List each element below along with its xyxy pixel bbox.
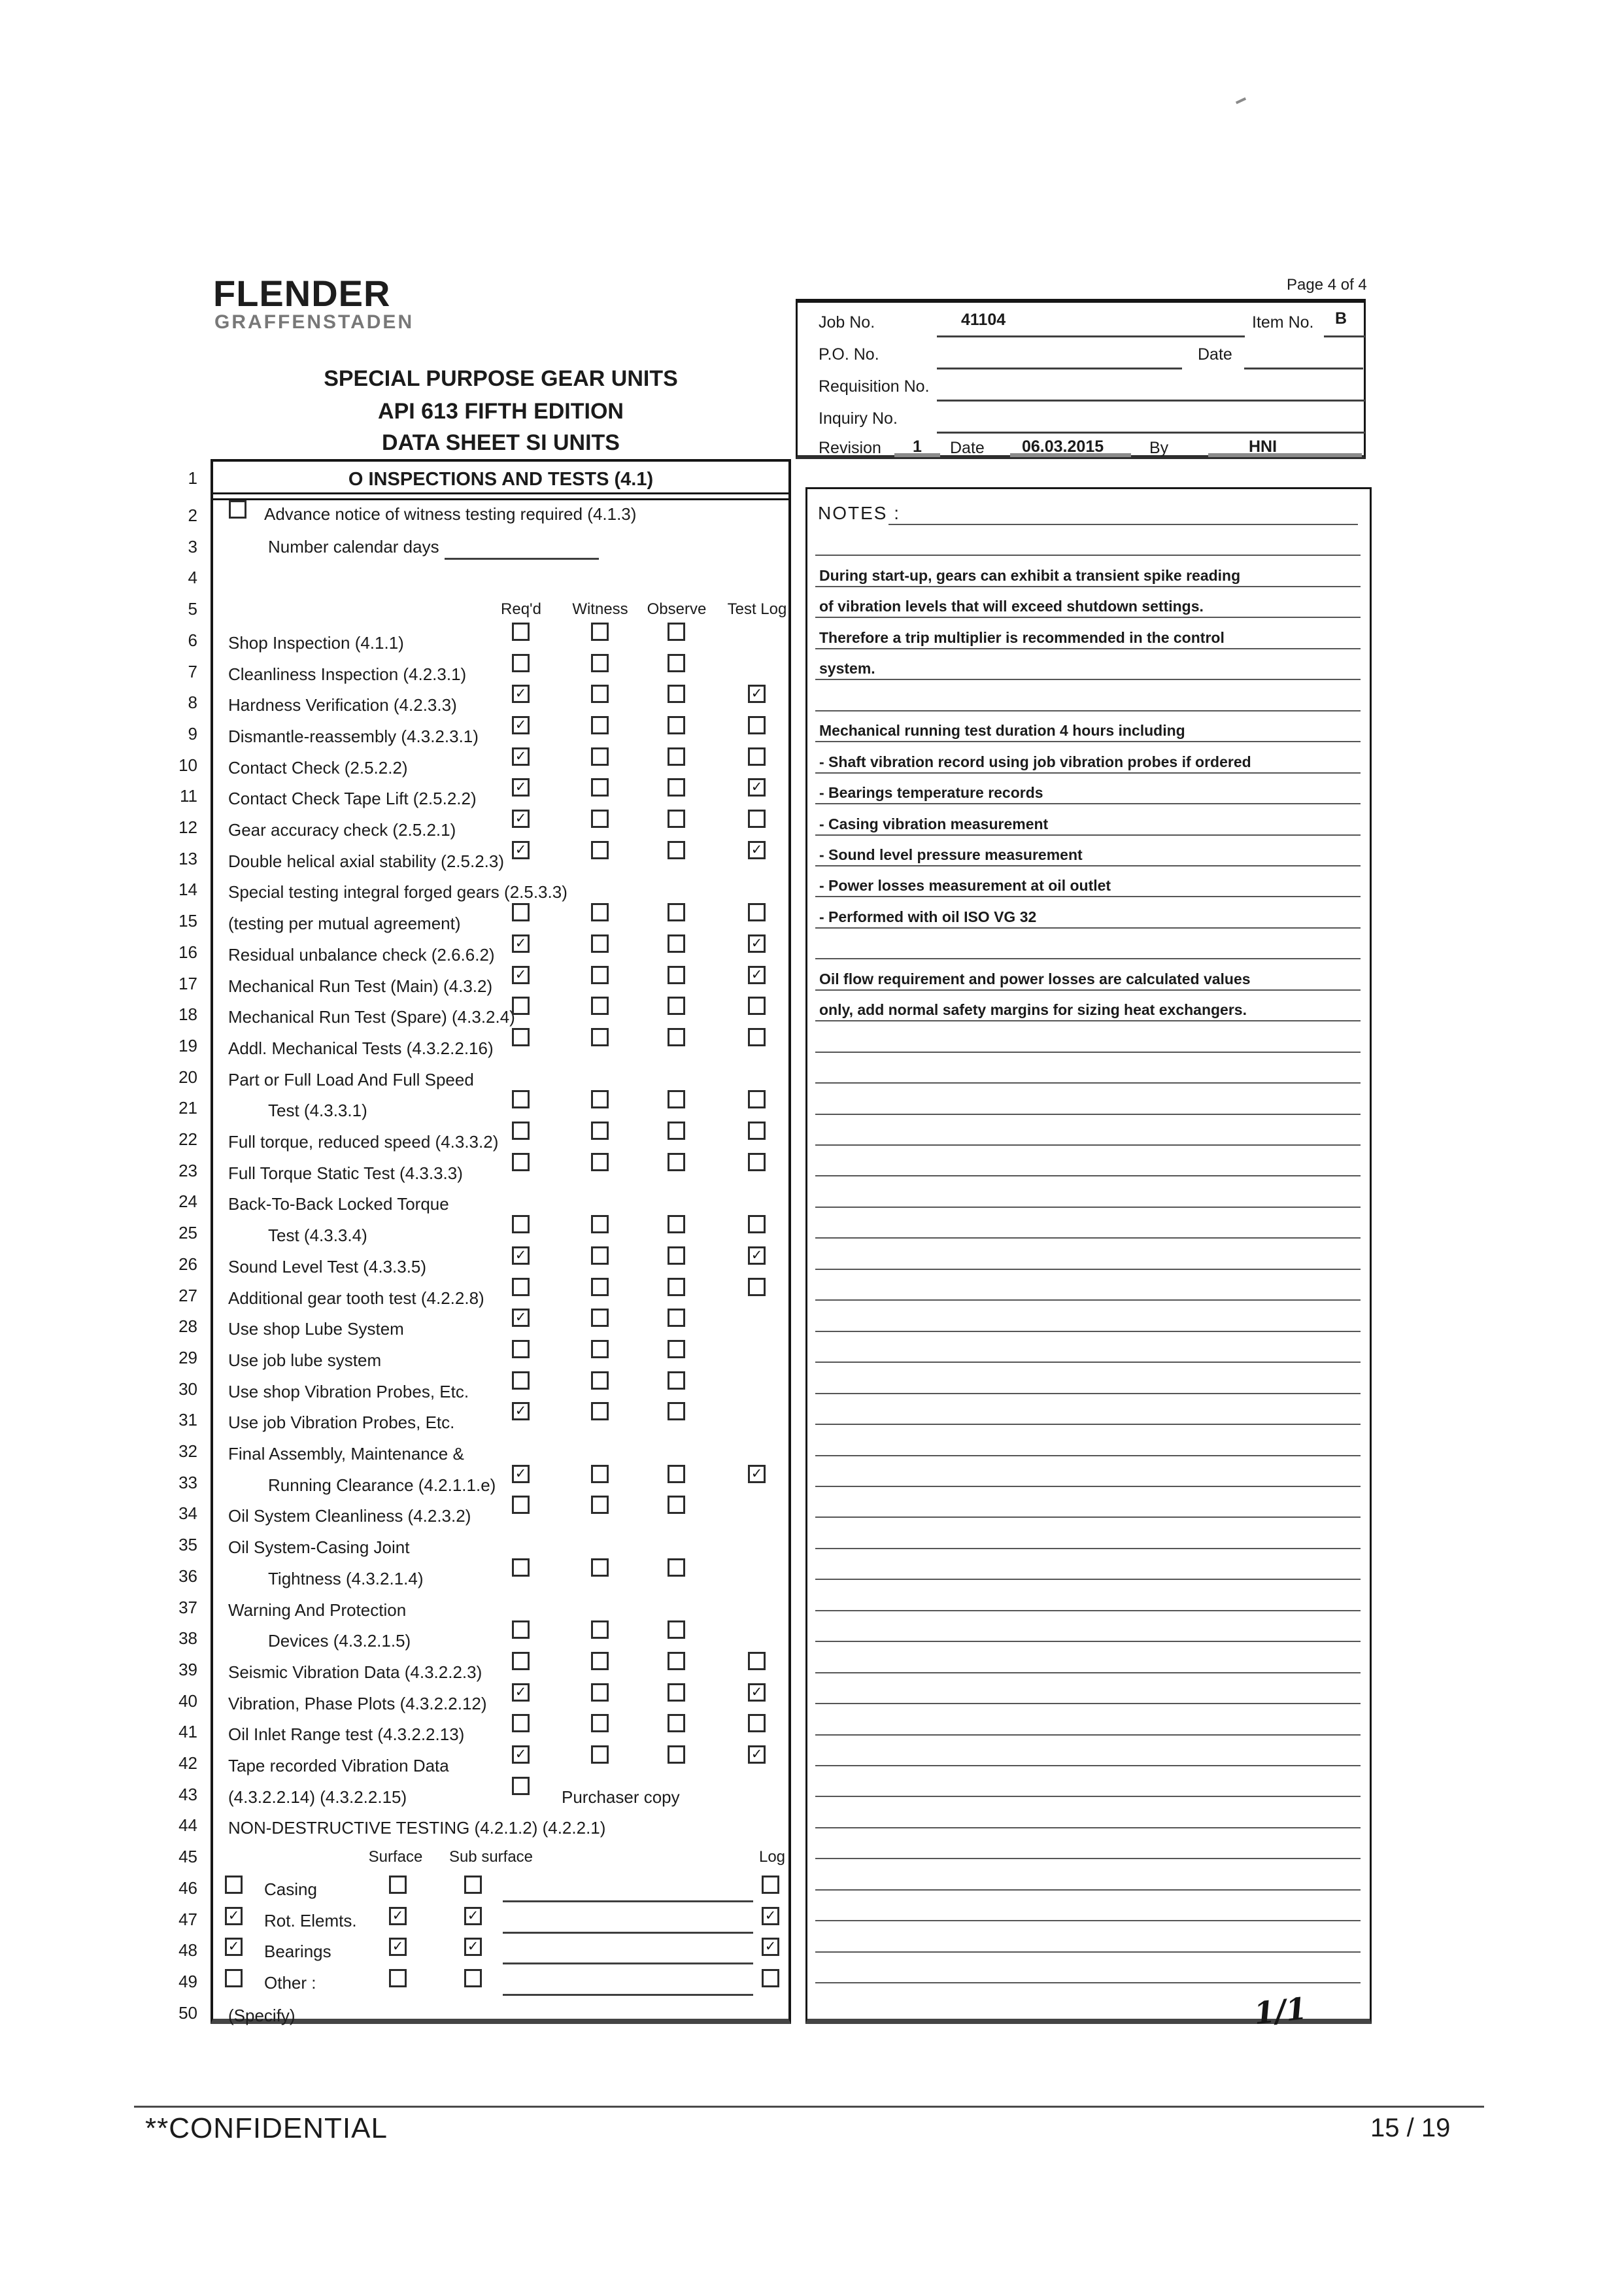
requisition-no-label: Requisition No.: [819, 377, 930, 396]
row-number: 44: [178, 1815, 197, 1836]
note-text: During start-up, gears can exhibit a transient spike reading: [819, 566, 1241, 584]
row-label: Full Torque Static Test (4.3.3.3): [228, 1163, 463, 1183]
row-label: NON-DESTRUCTIVE TESTING (4.2.1.2) (4.2.2.1): [228, 1818, 606, 1838]
column-header: Surface: [368, 1848, 423, 1866]
note-write-line[interactable]: [815, 1765, 1361, 1766]
note-line: [807, 1707, 1370, 1738]
row-number: 5: [188, 599, 197, 619]
row-number: 41: [178, 1722, 197, 1742]
note-write-line[interactable]: [815, 1641, 1361, 1642]
row-number: 19: [178, 1035, 197, 1055]
column-header: Test Log: [727, 600, 787, 619]
note-line: [807, 931, 1370, 962]
row-number: 24: [178, 1191, 197, 1212]
row-number: 34: [178, 1503, 197, 1524]
row-label: Tape recorded Vibration Data: [228, 1756, 449, 1775]
note-write-line[interactable]: [815, 958, 1361, 959]
note-write-line[interactable]: [815, 865, 1361, 866]
row-number: 12: [178, 817, 197, 837]
row-label: Full torque, reduced speed (4.3.3.2): [228, 1132, 499, 1152]
item-no-value: B: [1335, 309, 1347, 328]
section-title: O INSPECTIONS AND TESTS (4.1): [348, 469, 654, 490]
note-write-line[interactable]: [815, 1144, 1361, 1146]
row-number: 6: [188, 630, 197, 650]
note-text: system.: [819, 660, 875, 677]
row-label: Residual unbalance check (2.6.6.2): [228, 944, 495, 965]
row-label: Use job lube system: [228, 1350, 382, 1370]
row-number: 49: [178, 1971, 197, 1991]
row-number: 29: [178, 1347, 197, 1367]
row-number: 36: [178, 1566, 197, 1586]
note-write-line[interactable]: [815, 679, 1361, 680]
note-write-line[interactable]: [815, 1362, 1361, 1363]
note-write-line[interactable]: [815, 1827, 1361, 1828]
note-write-line[interactable]: [888, 524, 1358, 525]
note-write-line[interactable]: [815, 741, 1361, 742]
note-write-line[interactable]: [815, 1331, 1361, 1332]
handwritten-mark: 1/1: [1252, 1990, 1309, 2032]
row-number: 33: [178, 1472, 197, 1492]
column-header: Witness: [572, 600, 628, 619]
row-number: 17: [178, 973, 197, 993]
row-number: 25: [178, 1223, 197, 1243]
note-write-line[interactable]: [815, 586, 1361, 587]
row-label: Contact Check (2.5.2.2): [228, 757, 408, 778]
note-line: [807, 1210, 1370, 1241]
note-line: [807, 1831, 1370, 1862]
row-number: 9: [188, 723, 197, 744]
note-write-line[interactable]: [815, 1114, 1361, 1115]
note-write-line[interactable]: [815, 1858, 1361, 1859]
column-header: Req'd: [501, 600, 541, 619]
row-label: Test (4.3.3.4): [268, 1225, 367, 1246]
note-write-line[interactable]: [815, 1889, 1361, 1891]
note-line: [807, 497, 1370, 528]
note-line: [807, 1738, 1370, 1769]
checkbox-row17-testlog[interactable]: ✓: [748, 966, 766, 984]
row-label: Special testing integral forged gears (2.5.3.3): [228, 882, 567, 902]
note-line: [807, 714, 1370, 745]
row-label: Oil Inlet Range test (4.3.2.2.13): [228, 1724, 465, 1745]
checkbox-row42-testlog[interactable]: ✓: [748, 1745, 766, 1764]
note-write-line[interactable]: [815, 1455, 1361, 1456]
checkbox-row40-testlog[interactable]: ✓: [748, 1683, 766, 1702]
row-label: Gear accuracy check (2.5.2.1): [228, 820, 456, 840]
note-line: [807, 621, 1370, 652]
row-label: (Specify): [228, 2005, 296, 2025]
row-number: 47: [178, 1909, 197, 1929]
note-text: - Shaft vibration record using job vibration probes if ordered: [819, 753, 1251, 770]
note-line: [807, 869, 1370, 900]
checkbox-row8-reqd[interactable]: ✓: [512, 685, 530, 703]
row-number: 16: [178, 942, 197, 962]
row-label: Shop Inspection (4.1.1): [228, 632, 404, 653]
row-number: 30: [178, 1379, 197, 1399]
row-label: Back-To-Back Locked Torque: [228, 1194, 449, 1214]
date-label: Date: [1198, 345, 1232, 364]
row-number: 38: [178, 1628, 197, 1649]
checkbox-row26-testlog[interactable]: ✓: [748, 1246, 766, 1265]
note-write-line[interactable]: [815, 1237, 1361, 1239]
row-number: 22: [178, 1129, 197, 1149]
note-line: [807, 993, 1370, 1024]
inquiry-no-label: Inquiry No.: [819, 409, 898, 428]
note-line: [807, 776, 1370, 807]
checkbox-row31-reqd[interactable]: ✓: [512, 1402, 530, 1420]
row-label: Dismantle-reassembly (4.3.2.3.1): [228, 726, 479, 746]
row-number: 13: [178, 848, 197, 868]
note-write-line[interactable]: [815, 1516, 1361, 1518]
confidential-label: **CONFIDENTIAL: [145, 2112, 388, 2144]
note-write-line[interactable]: [815, 1734, 1361, 1736]
row-label: Mechanical Run Test (Spare) (4.3.2.4): [228, 1007, 515, 1027]
row-label: Double helical axial stability (2.5.2.3): [228, 851, 504, 871]
checkbox-row12-reqd[interactable]: ✓: [512, 810, 530, 828]
note-write-line[interactable]: [815, 1207, 1361, 1208]
row-number: 11: [180, 786, 197, 806]
row-number: 15: [178, 911, 197, 931]
row-label: Running Clearance (4.2.1.1.e): [268, 1475, 496, 1495]
note-line: [807, 1800, 1370, 1831]
note-write-line[interactable]: [815, 1052, 1361, 1053]
note-write-line[interactable]: [815, 1020, 1361, 1021]
row-number: 14: [178, 880, 197, 900]
note-line: [807, 1148, 1370, 1179]
note-line: [807, 1273, 1370, 1303]
note-line: [807, 745, 1370, 776]
note-line: [807, 1862, 1370, 1893]
note-line: [807, 1180, 1370, 1210]
note-line: [807, 1645, 1370, 1676]
row-label: Advance notice of witness testing required (4.1.3): [264, 504, 637, 524]
checkbox-row33-reqd[interactable]: ✓: [512, 1465, 530, 1483]
note-line: [807, 1025, 1370, 1055]
row-label: Oil System Cleanliness (4.2.3.2): [228, 1506, 471, 1526]
note-line: [807, 590, 1370, 621]
note-text: - Casing vibration measurement: [819, 815, 1049, 832]
column-header: Sub surface: [448, 1848, 533, 1866]
row-label: Tightness (4.3.2.1.4): [268, 1568, 424, 1588]
note-write-line[interactable]: [815, 555, 1361, 556]
note-line: [807, 683, 1370, 714]
ndt-row-label: Bearings: [264, 1942, 331, 1962]
column-header: Log: [758, 1848, 786, 1866]
row-label: Seismic Vibration Data (4.3.2.2.3): [228, 1662, 482, 1682]
note-text: Mechanical running test duration 4 hours including: [819, 722, 1185, 740]
note-line: [807, 1335, 1370, 1365]
notes-label: NOTES :: [818, 503, 901, 523]
row-label: Warning And Protection: [228, 1600, 407, 1620]
row-number: 42: [178, 1753, 197, 1773]
note-line: [807, 1118, 1370, 1148]
po-no-label: P.O. No.: [819, 345, 879, 364]
note-line: [807, 528, 1370, 558]
job-no-label: Job No.: [819, 313, 875, 332]
checkbox-row47-item[interactable]: ✓: [225, 1907, 243, 1925]
ndt-row-label: Other :: [264, 1972, 316, 1993]
row-number: 2: [188, 505, 197, 525]
note-line: [807, 1459, 1370, 1490]
checkbox-row48-surface[interactable]: ✓: [389, 1938, 407, 1956]
note-line: [807, 1893, 1370, 1924]
row-number: 45: [178, 1847, 197, 1867]
row-number: 31: [178, 1410, 197, 1430]
row-number: 20: [178, 1067, 197, 1087]
row-number: 21: [178, 1098, 197, 1118]
row-label: Additional gear tooth test (4.2.2.8): [228, 1288, 484, 1308]
note-line: [807, 1366, 1370, 1397]
note-write-line[interactable]: [815, 1610, 1361, 1611]
note-write-line[interactable]: [815, 1486, 1361, 1487]
note-line: [807, 1614, 1370, 1645]
checkbox-row11-reqd[interactable]: ✓: [512, 778, 530, 797]
checkbox-row8-testlog[interactable]: ✓: [748, 685, 766, 703]
note-write-line[interactable]: [815, 1299, 1361, 1301]
note-line: [807, 652, 1370, 683]
note-text: - Performed with oil ISO VG 32: [819, 908, 1037, 925]
note-write-line[interactable]: [815, 1579, 1361, 1580]
note-write-line[interactable]: [815, 1424, 1361, 1425]
row-label: Use shop Vibration Probes, Etc.: [228, 1381, 469, 1401]
row-number: 39: [178, 1659, 197, 1679]
checkbox-row40-reqd[interactable]: ✓: [512, 1683, 530, 1702]
note-text: - Power losses measurement at oil outlet: [819, 877, 1111, 895]
note-line: [807, 963, 1370, 993]
note-line: [807, 900, 1370, 931]
column-header: Observe: [647, 600, 707, 619]
note-write-line[interactable]: [815, 1175, 1361, 1176]
row-label: Oil System-Casing Joint: [228, 1537, 410, 1558]
purchaser-copy-label: Purchaser copy: [562, 1787, 680, 1807]
row-number: 1: [188, 468, 197, 488]
row-number: 23: [178, 1160, 197, 1180]
note-text: Therefore a trip multiplier is recommended in the control: [819, 628, 1225, 646]
revision-value: 1: [913, 437, 922, 456]
row-number: 26: [178, 1254, 197, 1274]
checkbox-row48-subsurface[interactable]: ✓: [464, 1938, 482, 1956]
revision-label: Revision: [819, 439, 881, 457]
row-label: (4.3.2.2.14) (4.3.2.2.15): [228, 1787, 407, 1807]
note-write-line[interactable]: [815, 648, 1361, 649]
note-line: [807, 1955, 1370, 1986]
row-number: 18: [178, 1004, 197, 1025]
row-label: Test (4.3.3.1): [268, 1101, 367, 1121]
row-number: 35: [178, 1535, 197, 1555]
checkbox-row26-reqd[interactable]: ✓: [512, 1246, 530, 1265]
note-write-line[interactable]: [815, 772, 1361, 774]
row-number: 7: [188, 661, 197, 681]
note-write-line[interactable]: [815, 1269, 1361, 1270]
checkbox-row11-testlog[interactable]: ✓: [748, 778, 766, 797]
note-text: - Sound level pressure measurement: [819, 846, 1083, 863]
note-line: [807, 808, 1370, 838]
checkbox-row9-reqd[interactable]: ✓: [512, 716, 530, 734]
checkbox-row48-item[interactable]: ✓: [225, 1938, 243, 1956]
row-number: 3: [188, 536, 197, 557]
checkbox-row13-testlog[interactable]: ✓: [748, 841, 766, 859]
note-write-line[interactable]: [815, 1393, 1361, 1394]
note-line: [807, 559, 1370, 590]
note-write-line[interactable]: [815, 1082, 1361, 1084]
checkbox-row42-reqd[interactable]: ✓: [512, 1745, 530, 1764]
note-write-line[interactable]: [815, 989, 1361, 991]
row-label: Sound Level Test (4.3.3.5): [228, 1256, 427, 1277]
note-line: [807, 1055, 1370, 1086]
row-label: Number calendar days: [268, 536, 439, 557]
row-number: 43: [178, 1784, 197, 1804]
footer-rule: [134, 2106, 1484, 2108]
checkbox-row48-log[interactable]: ✓: [762, 1938, 779, 1956]
job-no-value: 41104: [961, 311, 1006, 329]
by-label: By: [1149, 439, 1169, 457]
note-write-line[interactable]: [815, 617, 1361, 618]
note-text: of vibration levels that will exceed shutdown settings.: [819, 598, 1204, 615]
row-label: Hardness Verification (4.2.3.3): [228, 695, 457, 715]
row-number: 4: [188, 568, 197, 588]
title-line-2: API 613 FIFTH EDITION: [378, 399, 624, 424]
note-write-line[interactable]: [815, 1982, 1361, 1983]
note-write-line[interactable]: [815, 1951, 1361, 1953]
note-line: [807, 1769, 1370, 1800]
row-number: 32: [178, 1441, 197, 1461]
checkbox-row47-surface[interactable]: ✓: [389, 1907, 407, 1925]
note-write-line[interactable]: [815, 1548, 1361, 1549]
checkbox-row17-reqd[interactable]: ✓: [512, 966, 530, 984]
row-label: Cleanliness Inspection (4.2.3.1): [228, 664, 467, 684]
note-line: [807, 1428, 1370, 1459]
checkbox-row33-testlog[interactable]: ✓: [748, 1465, 766, 1483]
row-number: 50: [178, 2002, 197, 2023]
note-line: [807, 838, 1370, 869]
row-number: 46: [178, 1877, 197, 1898]
note-write-line[interactable]: [815, 1796, 1361, 1797]
note-write-line[interactable]: [815, 896, 1361, 897]
row-number: 37: [178, 1597, 197, 1617]
title-line-1: SPECIAL PURPOSE GEAR UNITS: [324, 366, 678, 391]
note-text: Oil flow requirement and power losses are calculated values: [819, 970, 1251, 987]
row-number: 8: [188, 693, 197, 713]
note-write-line[interactable]: [815, 1920, 1361, 1921]
note-line: [807, 1490, 1370, 1520]
logo-flender: FLENDER: [213, 273, 391, 314]
note-write-line[interactable]: [815, 1672, 1361, 1673]
note-line: [807, 1242, 1370, 1273]
row-label: Contact Check Tape Lift (2.5.2.2): [228, 789, 477, 809]
note-line: [807, 1552, 1370, 1583]
row-label: (testing per mutual agreement): [228, 914, 461, 934]
ndt-row-label: Rot. Elemts.: [264, 1910, 357, 1930]
note-write-line[interactable]: [815, 834, 1361, 836]
row-label: Mechanical Run Test (Main) (4.3.2): [228, 976, 493, 996]
note-line: [807, 1397, 1370, 1428]
page-counter: 15 / 19: [1370, 2114, 1451, 2142]
item-no-label: Item No.: [1252, 313, 1314, 332]
note-text: only, add normal safety margins for sizing heat exchangers.: [819, 1001, 1247, 1019]
checkbox-row13-reqd[interactable]: ✓: [512, 841, 530, 859]
note-write-line[interactable]: [815, 927, 1361, 929]
checkbox-row28-reqd[interactable]: ✓: [512, 1309, 530, 1327]
row-label: Use shop Lube System: [228, 1319, 404, 1339]
by-value: HNI: [1249, 437, 1277, 456]
row-label: Vibration, Phase Plots (4.3.2.2.12): [228, 1693, 487, 1713]
checkbox-row47-subsurface[interactable]: ✓: [464, 1907, 482, 1925]
note-write-line[interactable]: [815, 1703, 1361, 1704]
page-number-label: Page 4 of 4: [1287, 276, 1367, 294]
checkbox-row16-testlog[interactable]: ✓: [748, 934, 766, 953]
note-write-line[interactable]: [815, 710, 1361, 711]
logo-graffenstaden: GRAFFENSTADEN: [214, 311, 414, 333]
notes-panel: [805, 487, 1372, 2024]
row-label: Addl. Mechanical Tests (4.3.2.2.16): [228, 1038, 494, 1058]
ndt-row-label: Casing: [264, 1879, 317, 1899]
note-line: [807, 1583, 1370, 1614]
checkbox-row10-reqd[interactable]: ✓: [512, 747, 530, 766]
title-line-3: DATA SHEET SI UNITS: [382, 430, 620, 455]
checkbox-row16-reqd[interactable]: ✓: [512, 934, 530, 953]
note-line: [807, 1087, 1370, 1118]
row-number: 40: [178, 1690, 197, 1711]
row-number: 27: [178, 1285, 197, 1305]
note-line: [807, 1676, 1370, 1707]
row-label: Final Assembly, Maintenance &: [228, 1444, 464, 1464]
row-label: Devices (4.3.2.1.5): [268, 1631, 411, 1651]
note-line: [807, 1304, 1370, 1335]
row-number: 48: [178, 1940, 197, 1961]
row-number: 28: [178, 1316, 197, 1337]
row-number: 10: [178, 755, 197, 775]
note-line: [807, 1925, 1370, 1955]
revision-date-label: Date: [950, 439, 985, 457]
revision-date-value: 06.03.2015: [1022, 437, 1104, 456]
note-text: - Bearings temperature records: [819, 784, 1043, 802]
note-write-line[interactable]: [815, 803, 1361, 804]
row-label: Part or Full Load And Full Speed: [228, 1069, 474, 1089]
note-line: [807, 1521, 1370, 1552]
row-label: Use job Vibration Probes, Etc.: [228, 1413, 455, 1433]
checkbox-row47-log[interactable]: ✓: [762, 1907, 779, 1925]
